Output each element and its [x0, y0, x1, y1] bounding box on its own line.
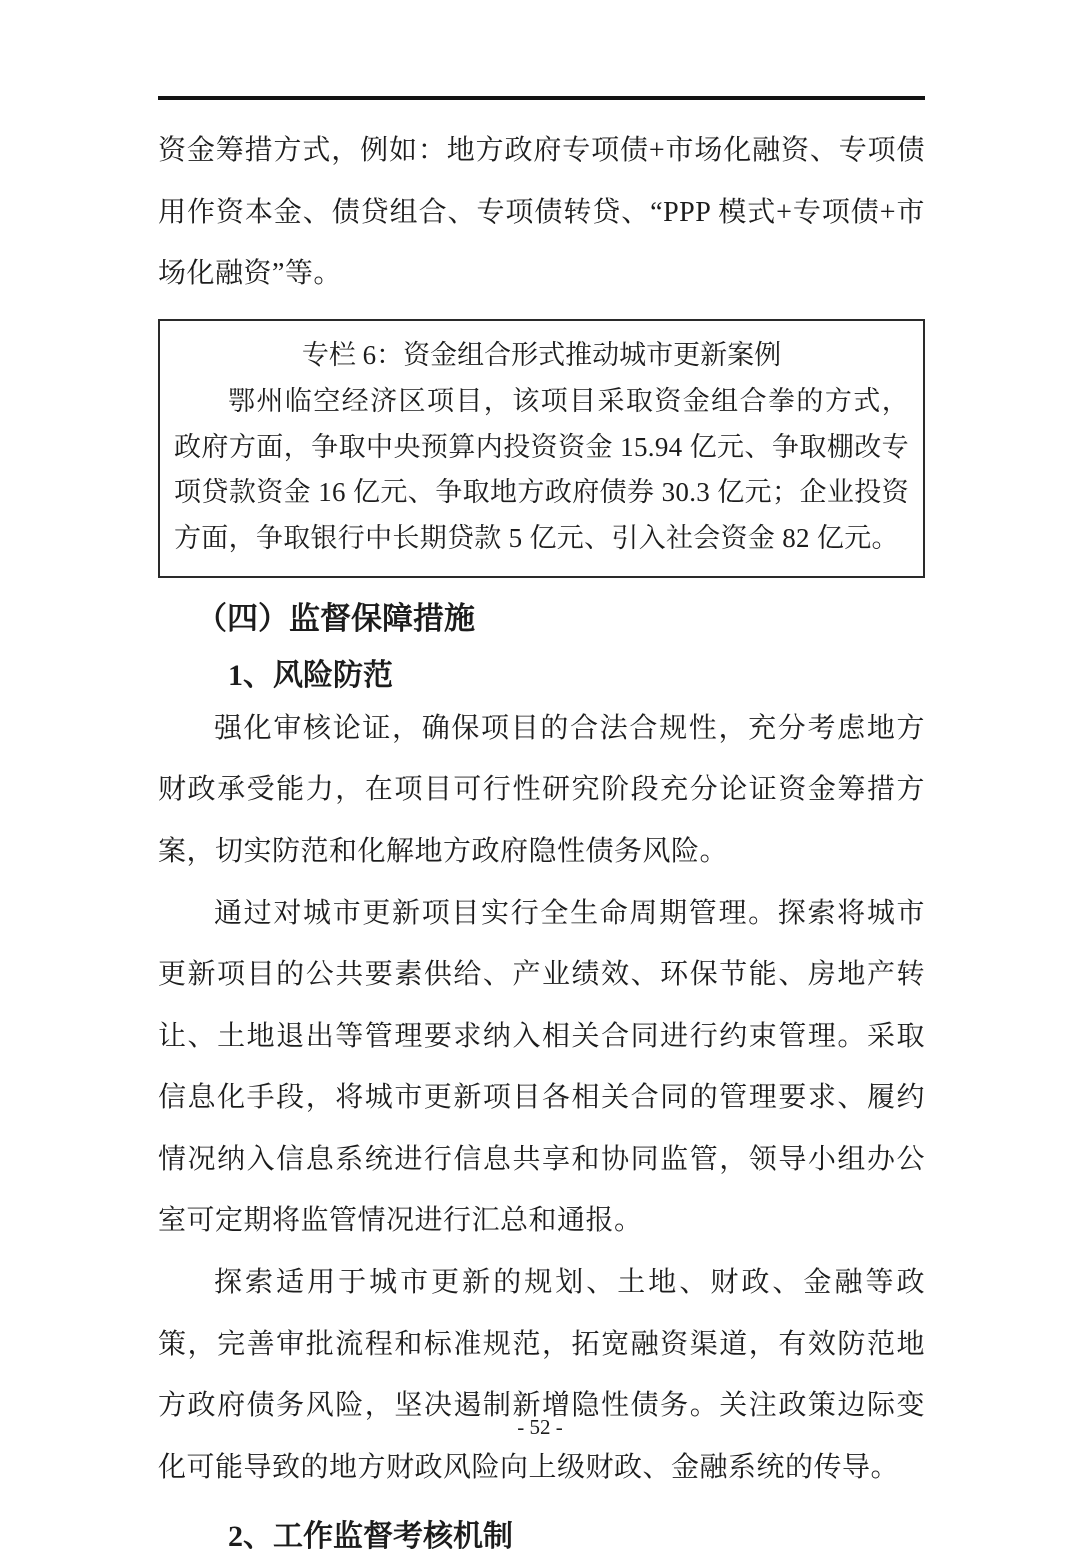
header-rule [158, 96, 925, 100]
body-paragraph: 探索适用于城市更新的规划、土地、财政、金融等政策，完善审批流程和标准规范，拓宽融资渠道，有效防范地方政府债务风险，坚决遏制新增隐性债务。关注政策边际变化可能导致的地方财政风险向上级财政、金融系统的传导。 [158, 1267, 925, 1483]
body-paragraph: 通过对城市更新项目实行全生命周期管理。探索将城市更新项目的公共要素供给、产业绩效、环保节能、房地产转让、土地退出等管理要求纳入相关合同进行约束管理。采取信息化手段，将城市更新项目各相关合同的管理要求、履约情况纳入信息系统进行信息共享和协同监管，领导小组办公室可定期将监管情况进行汇总和通报。 [158, 897, 925, 1237]
subsection-heading-risk-prevention: 1、风险防范 [228, 658, 393, 692]
case-study-box [158, 319, 925, 578]
body-paragraph: 强化审核论证，确保项目的合法合规性，充分考虑地方财政承受能力，在项目可行性研究阶段充分论证资金筹措方案，切实防范和化解地方政府隐性债务风险。 [158, 712, 925, 867]
case-box-body: 鄂州临空经济区项目，该项目采取资金组合拳的方式，政府方面，争取中央预算内投资资金 15.94 亿元、争取棚改专项贷款资金 16 亿元、争取地方政府债券 30.3 亿元；企业投资方面，争取银行中长期贷款 5 亿元、引入社会资金 82 亿元。 [174, 385, 909, 554]
intro-paragraph: 资金筹措方式，例如：地方政府专项债+市场化融资、专项债用作资本金、债贷组合、专项债转贷、“PPP 模式+专项债+市场化融资”等。 [158, 135, 925, 290]
section-heading-supervision-measures: （四）监督保障措施 [196, 601, 475, 637]
case-box-title: 专栏 6：资金组合形式推动城市更新案例 [301, 339, 782, 370]
page-number: - 52 - [517, 1415, 563, 1439]
subsection-heading-supervision-mechanism: 2、工作监督考核机制 [228, 1520, 513, 1554]
